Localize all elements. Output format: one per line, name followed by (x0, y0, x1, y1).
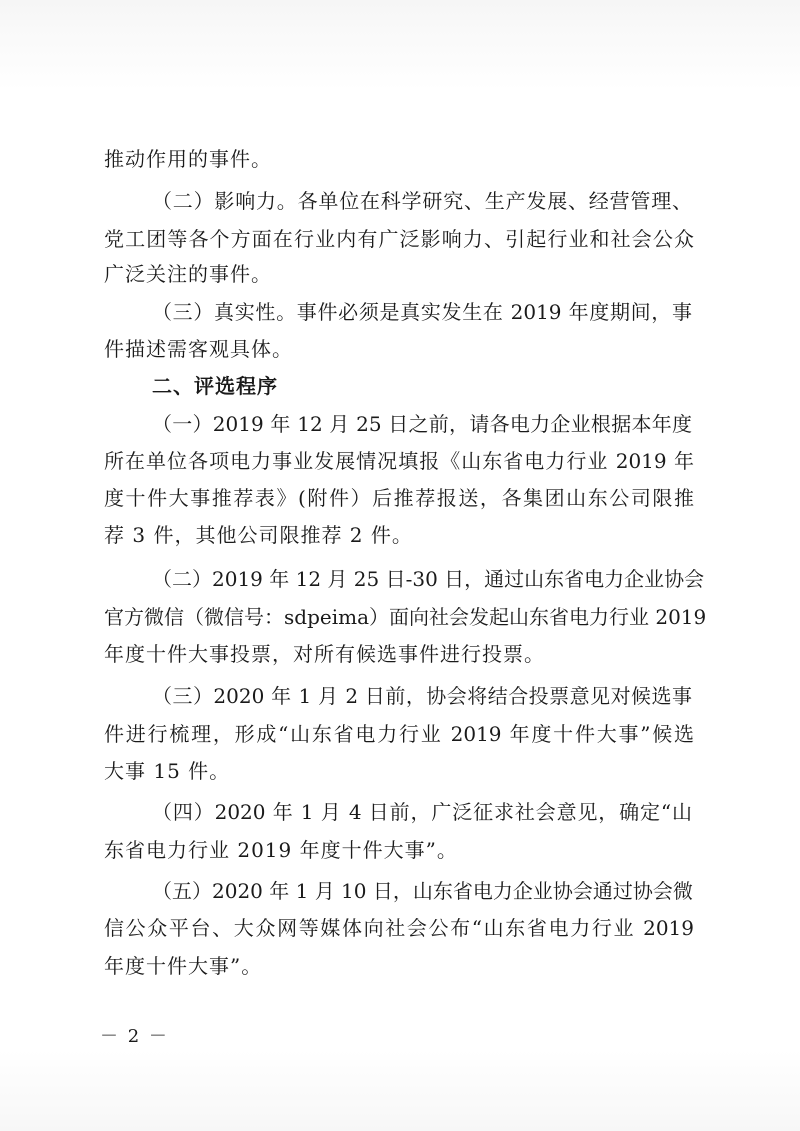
paragraph-line: 推动作用的事件。 (104, 147, 272, 171)
paragraph-line: 荐 3 件，其他公司限推荐 2 件。 (104, 523, 413, 547)
paragraph-line: 党工团等各个方面在行业内有广泛影响力、引起行业和社会公众 (104, 227, 694, 251)
paragraph-line: 件描述需客观具体。 (104, 337, 293, 361)
paragraph-line: 年度十件大事”。 (104, 954, 263, 978)
paragraph-line: 广泛关注的事件。 (104, 262, 272, 286)
paragraph-line: 东省电力行业 2019 年度十件大事”。 (104, 838, 458, 862)
paragraph-line: （五）2020 年 1 月 10 日，山东省电力企业协会通过协会微 (152, 879, 693, 903)
paragraph-line: （四）2020 年 1 月 4 日前，广泛征求社会意见，确定“山 (152, 800, 692, 824)
paragraph-line: 官方微信（微信号：sdpeima）面向社会发起山东省电力行业 2019 (104, 605, 707, 629)
paragraph-line: （三）真实性。事件必须是真实发生在 2019 年度期间，事 (152, 300, 692, 324)
paragraph-line: 件进行梳理，形成“山东省电力行业 2019 年度十件大事”候选 (104, 722, 694, 746)
page-number: － 2 － (100, 1026, 169, 1047)
paragraph-line: 信公众平台、大众网等媒体向社会公布“山东省电力行业 2019 (104, 916, 694, 940)
paragraph-line: 年度十件大事投票，对所有候选事件进行投票。 (104, 642, 545, 666)
paragraph-line: （二）2019 年 12 月 25 日-30 日，通过山东省电力企业协会 (152, 567, 705, 591)
paragraph-line: 度十件大事推荐表》(附件）后推荐报送，各集团山东公司限推 (104, 486, 694, 510)
paragraph-line: （三）2020 年 1 月 2 日前，协会将结合投票意见对候选事 (152, 684, 692, 708)
paragraph-line: （二）影响力。各单位在科学研究、生产发展、经营管理、 (152, 189, 692, 213)
section-heading: 二、评选程序 (152, 374, 278, 398)
paragraph-line: 大事 15 件。 (104, 759, 231, 783)
paragraph-line: 所在单位各项电力事业发展情况填报《山东省电力行业 2019 年 (104, 449, 694, 473)
paragraph-line: （一）2019 年 12 月 25 日之前，请各电力企业根据本年度 (152, 412, 692, 436)
